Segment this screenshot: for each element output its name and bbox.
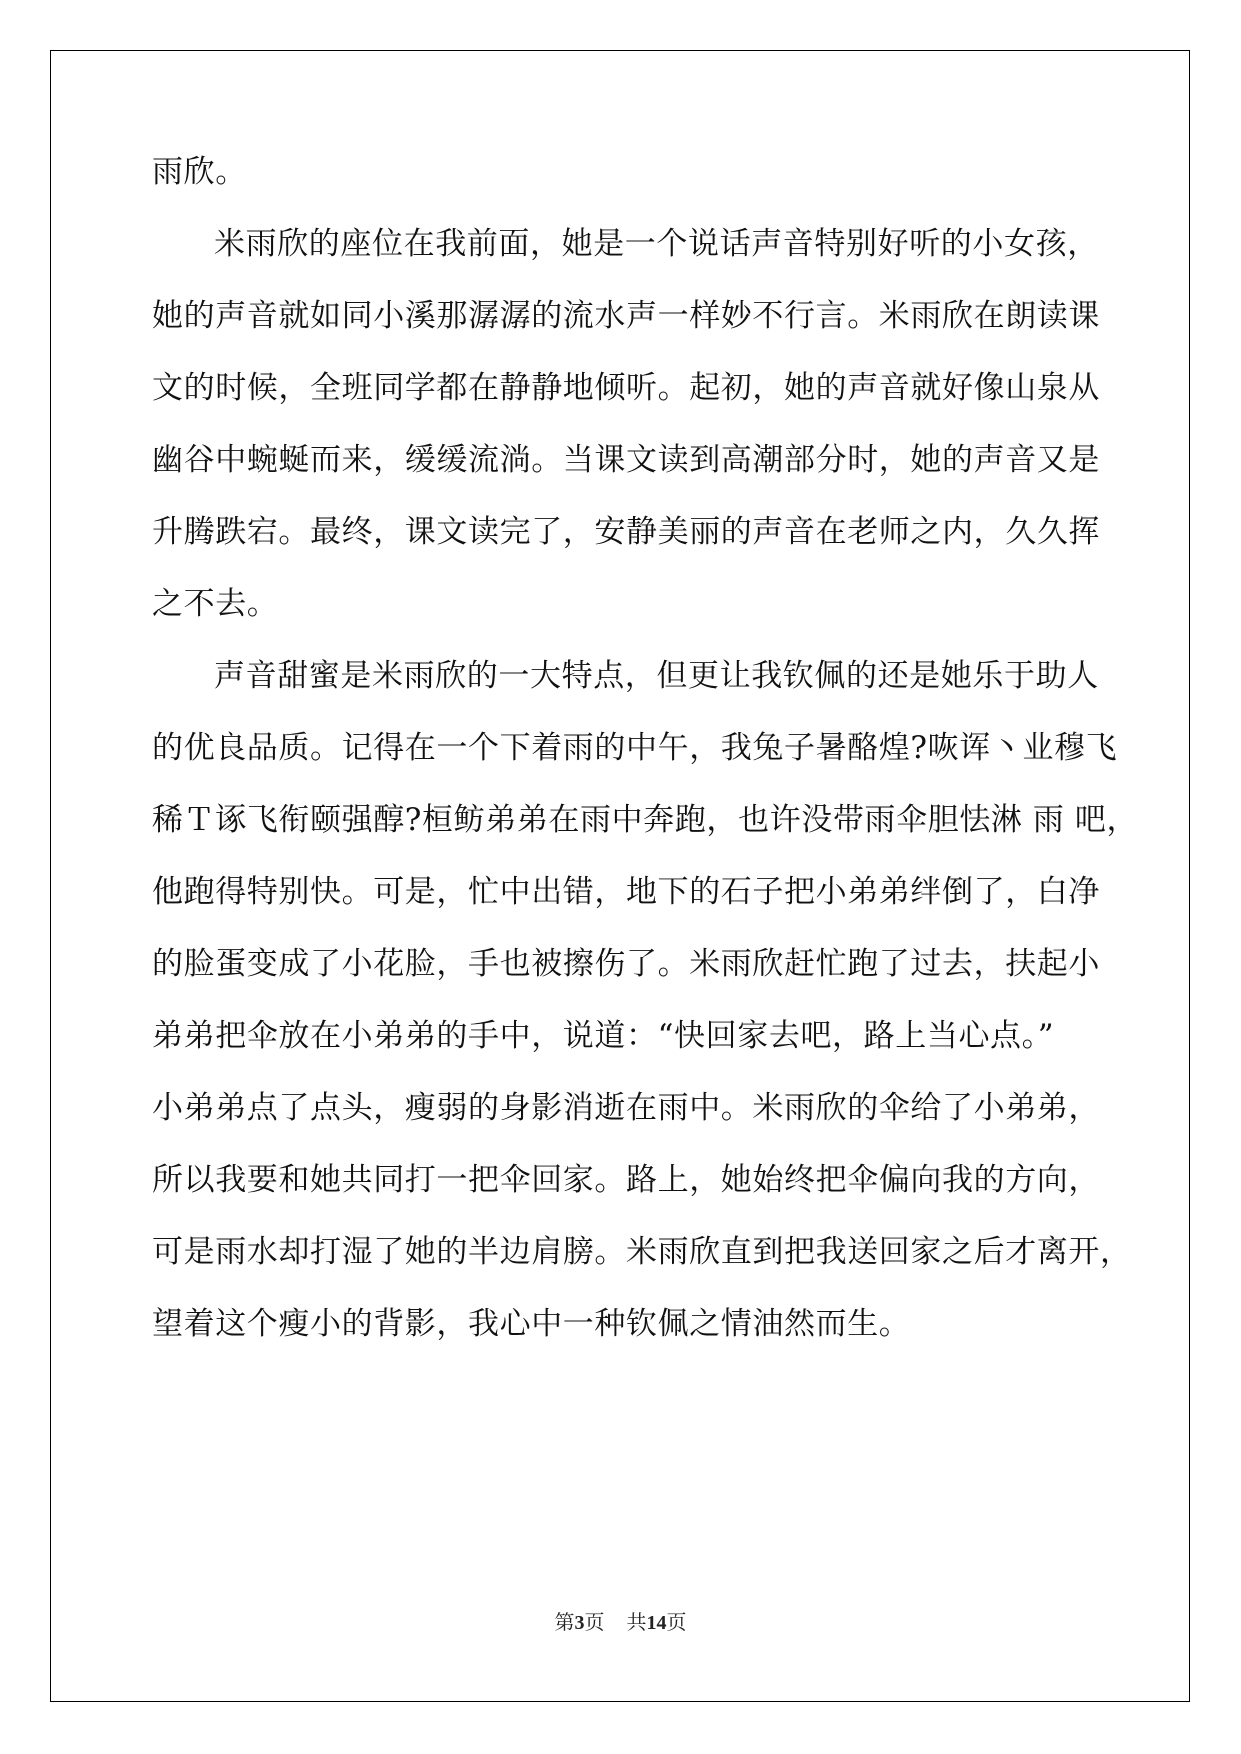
paragraph-line: 弟弟把伞放在小弟弟的手中，说道：“快回家去吧，路上当心点。” bbox=[152, 1018, 1055, 1054]
total-pages: 14 bbox=[646, 1612, 667, 1634]
paragraph-line: 声音甜蜜是米雨欣的一大特点，但更让我钦佩的还是她乐于助人 bbox=[214, 658, 1099, 694]
page-suffix: 页 bbox=[584, 1612, 605, 1634]
paragraph-line: 她的声音就如同小溪那潺潺的流水声一样妙不行言。米雨欣在朗读课 bbox=[152, 298, 1100, 334]
page-number: 3 bbox=[574, 1612, 585, 1634]
page-footer bbox=[0, 1610, 1241, 1636]
paragraph-line: 幽谷中蜿蜒而来，缓缓流淌。当课文读到高潮部分时，她的声音又是 bbox=[152, 442, 1100, 478]
paragraph-line: 的脸蛋变成了小花脸，手也被擦伤了。米雨欣赶忙跑了过去，扶起小 bbox=[152, 946, 1100, 982]
page-prefix: 第 bbox=[554, 1612, 575, 1634]
paragraph-line: 的优良品质。记得在一个下着雨的中午，我兔子暑酪煌?咴诨丶业穆飞 bbox=[152, 730, 1118, 766]
paragraph-line: 之不去。 bbox=[152, 586, 279, 622]
paragraph-line: 所以我要和她共同打一把伞回家。路上，她始终把伞偏向我的方向， bbox=[152, 1162, 1100, 1198]
paragraph-line: 米雨欣的座位在我前面，她是一个说话声音特别好听的小女孩， bbox=[214, 226, 1099, 262]
paragraph-line: 望着这个瘦小的背影，我心中一种钦佩之情油然而生。 bbox=[152, 1306, 911, 1342]
paragraph-line: 升腾跌宕。最终，课文读完了，安静美丽的声音在老师之内，久久挥 bbox=[152, 514, 1100, 550]
paragraph-line: 文的时候，全班同学都在静静地倾听。起初，她的声音就好像山泉从 bbox=[152, 370, 1100, 406]
paragraph-line: 雨欣。 bbox=[152, 154, 247, 190]
total-prefix: 共 bbox=[626, 1612, 647, 1634]
total-suffix: 页 bbox=[666, 1612, 687, 1634]
paragraph-line: 他跑得特别快。可是，忙中出错，地下的石子把小弟弟绊倒了，白净 bbox=[152, 874, 1100, 910]
paragraph-line: 小弟弟点了点头，瘦弱的身影消逝在雨中。米雨欣的伞给了小弟弟， bbox=[152, 1090, 1100, 1126]
paragraph-line: 可是雨水却打湿了她的半边肩膀。米雨欣直到把我送回家之后才离开， bbox=[152, 1234, 1132, 1270]
paragraph-line: 稀Ｔ诼飞衔颐强醇?桓鲂弟弟在雨中奔跑，也许没带雨伞胆怯淋 雨 吧， bbox=[152, 802, 1139, 838]
